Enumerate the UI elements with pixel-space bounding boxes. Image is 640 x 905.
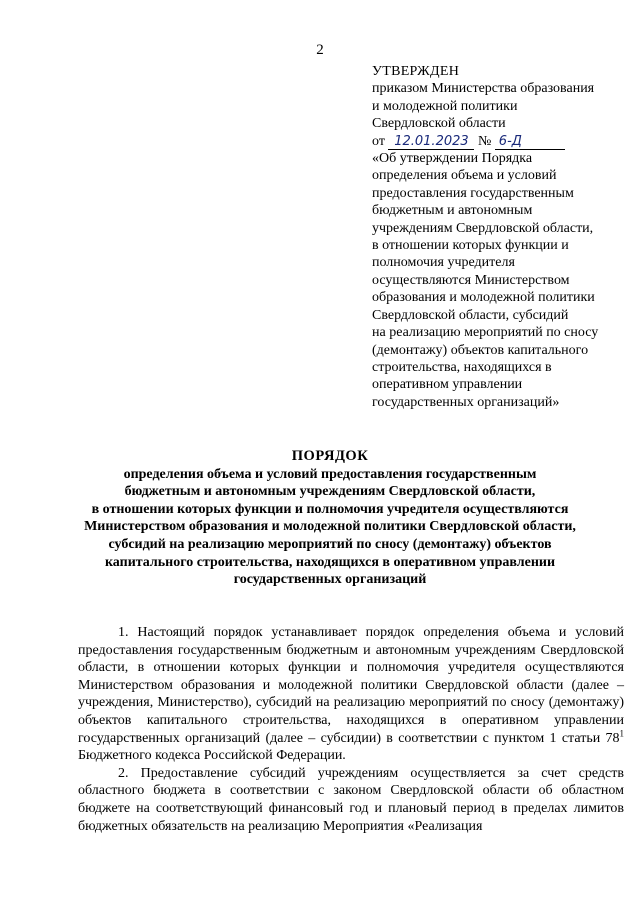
superscript: 1: [619, 727, 624, 738]
handwritten-date: 12.01.2023: [388, 135, 474, 150]
paragraph-2: 2. Предоставление субсидий учреждениям осуществляется за счет средств областного бюджета в соответствии с законом Свердловской области об областном бюджете на соответствующий финансовый год и плановый период в пределах лимитов бюджетных обязательств на реализацию Мероприятия «Реализация: [78, 765, 624, 834]
approval-stamp-block: [372, 63, 627, 411]
title-main: ПОРЯДОК: [291, 448, 369, 464]
approval-date-number-line: [372, 133, 627, 150]
paragraph-1: [78, 624, 624, 765]
page-number: 2: [316, 42, 324, 58]
from-label: от: [372, 133, 385, 149]
document-body: [78, 624, 624, 835]
approval-line: и молодежной политики: [372, 98, 518, 114]
approval-subject-line: (демонтажу) объектов капитального: [372, 342, 589, 358]
approval-subject-line: государственных организаций»: [372, 394, 560, 410]
approval-subject-line: учреждениям Свердловской области,: [372, 220, 594, 236]
approval-line: Свердловской области: [372, 116, 506, 132]
handwritten-number: 6-Д: [495, 135, 565, 150]
approval-subject-line: строительства, находящихся в: [372, 359, 552, 375]
approval-subject-line: осуществляются Министерством: [372, 272, 570, 288]
number-label: №: [477, 133, 492, 149]
approval-subject-line: полномочия учредителя: [372, 255, 515, 271]
title-line: субсидий на реализацию мероприятий по сносу (демонтажу) объектов: [108, 536, 552, 552]
approval-subject-line: предоставления государственным: [372, 185, 574, 201]
approval-subject-line: бюджетным и автономным: [372, 203, 533, 219]
paragraph-1-text: 1. Настоящий порядок устанавливает порядок определения объема и условий предоставления государственным бюджетным и автономным учреждениям Свердловской области, в отношении которых функции и полномочия учредителя осуществляются Министерством образования и молодежной политики Свердловской области (далее – учреждения, Министерство), субсидий на реализацию мероприятий по сносу (демонтажу) объектов капитального строительства, находящихся в оперативном управлении государственных организаций (далее – субсидии) в соответствии с пунктом 1 статьи 78: [78, 625, 624, 746]
approval-subject-line: «Об утверждении Порядка: [372, 151, 533, 167]
document-title: [60, 448, 600, 589]
paragraph-1-text-end: Бюджетного кодекса Российской Федерации.: [78, 748, 346, 764]
approval-subject-line: Свердловской области, субсидий: [372, 307, 569, 323]
title-line: определения объема и условий предоставления государственным: [123, 466, 537, 482]
title-line: государственных организаций: [233, 572, 427, 588]
approval-subject-line: на реализацию мероприятий по сносу: [372, 325, 599, 341]
approval-heading: УТВЕРЖДЕН: [372, 64, 460, 79]
title-line: бюджетным и автономным учреждениям Свердловской области,: [124, 484, 536, 500]
approval-subject-line: образования и молодежной политики: [372, 290, 595, 306]
approval-subject-line: оперативном управлении: [372, 377, 523, 393]
approval-subject-line: в отношении которых функции и: [372, 238, 569, 254]
title-line: Министерством образования и молодежной политики Свердловской области,: [84, 519, 576, 535]
title-line: капитального строительства, находящихся в оперативном управлении: [104, 554, 556, 570]
approval-line: приказом Министерства образования: [372, 81, 595, 97]
title-line: в отношении которых функции и полномочия учредителя осуществляются: [91, 501, 569, 517]
approval-subject-line: определения объема и условий: [372, 168, 557, 184]
